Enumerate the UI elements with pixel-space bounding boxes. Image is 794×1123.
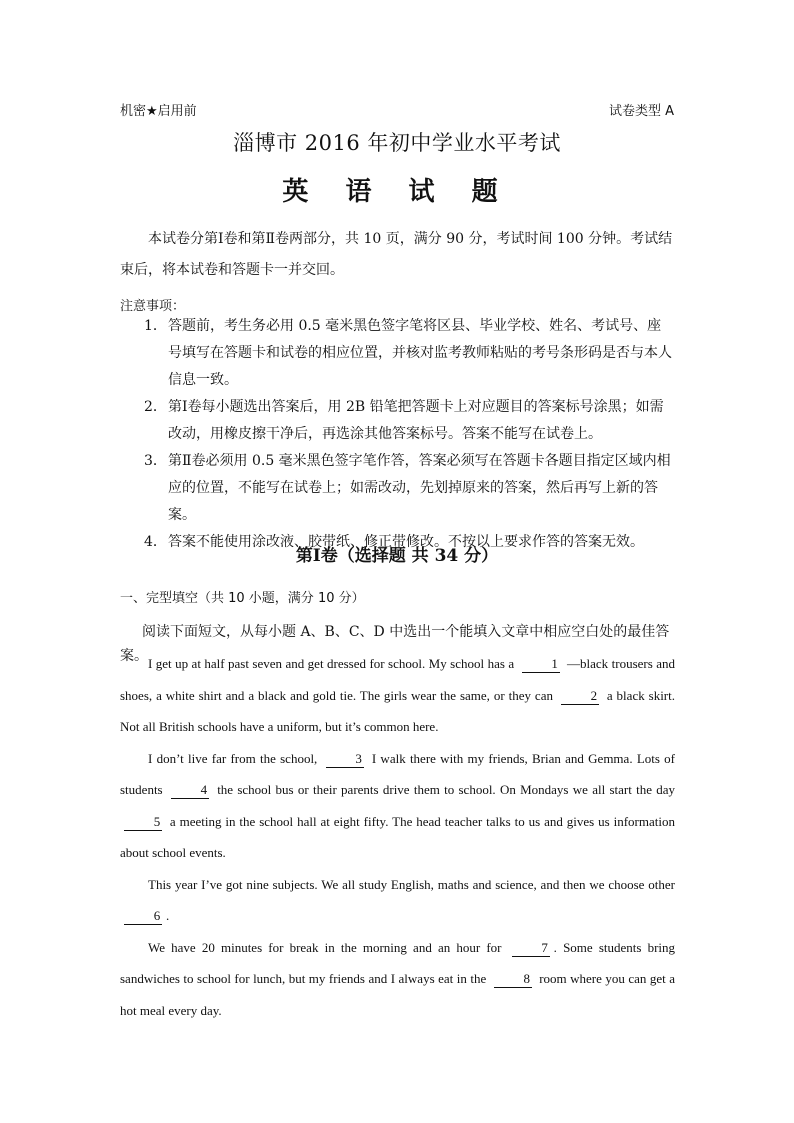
passage-text: —black trousers and shoes, a white shirt and a black and gold tie. The girls wear the same, or they can: [120, 656, 676, 703]
notice-item: [144, 313, 675, 394]
notice-text: 答案不能使用涂改液、胶带纸、修正带修改。不按以上要求作答的答案无效。: [168, 534, 644, 550]
passage-paragraph: [120, 869, 675, 932]
intro-paragraph: 本试卷分第Ⅰ卷和第Ⅱ卷两部分，共 10 页，满分 90 分，考试时间 100 分钟。考试结束后，将本试卷和答题卡一并交回。: [120, 231, 673, 278]
passage-text: I don’t live far from the school,: [148, 750, 318, 766]
passage-text: This year I’ve got nine subjects. We all study English, maths and science, and then we choose other: [148, 876, 675, 892]
part-one-title: 第Ⅰ卷（选择题 共 34 分）: [295, 546, 499, 566]
notice-number: 3．: [144, 453, 167, 469]
passage-text: a black skirt. Not all British schools have a uniform, but it’s common here.: [120, 687, 676, 734]
passage-text: .: [166, 908, 170, 923]
blank-4: 4: [171, 782, 209, 799]
cloze-instruction: 阅读下面短文，从每小题 A、B、C、D 中选出一个能填入文章中相应空白处的最佳答案。: [120, 624, 670, 664]
cloze-passage: [120, 648, 675, 1026]
subject-title: 英 语 试 题: [282, 177, 512, 207]
notice-item: [144, 394, 675, 448]
notice-number: 4．: [144, 534, 167, 550]
blank-5: 5: [124, 814, 162, 831]
blank-8: 8: [494, 971, 532, 988]
passage-text: the school bus or their parents drive them to school. On Mondays we all start the day: [217, 782, 676, 797]
passage-text: We have 20 minutes for break in the morning and an hour for: [148, 939, 502, 955]
passage-text: I get up at half past seven and get dressed for school. My school has a: [148, 656, 515, 671]
blank-3: 3: [326, 751, 364, 768]
passage-text: room where you can get a hot meal every day.: [120, 971, 676, 1018]
notice-list: [144, 313, 675, 556]
notice-title: 注意事项：: [120, 299, 186, 314]
blank-1: 1: [522, 656, 560, 673]
passage-paragraph: [120, 743, 675, 869]
blank-2: 2: [561, 688, 599, 705]
exam-title: 淄博市 2016 年初中学业水平考试: [233, 131, 561, 155]
passage-text: . Some students bring sandwiches to school for lunch, but my friends and I always eat in the: [120, 939, 676, 986]
notice-item: [144, 448, 675, 529]
section-cloze-title: 一、完型填空（共 10 小题，满分 10 分）: [120, 591, 365, 606]
blank-7: 7: [512, 940, 550, 957]
confidential-label: 机密★启用前: [120, 104, 197, 119]
notice-number: 1．: [144, 318, 167, 334]
passage-paragraph: [120, 932, 675, 1027]
passage-text: a meeting in the school hall at eight fifty. The head teacher talks to us and gives us information about school events.: [120, 813, 675, 860]
notice-text: 答题前，考生务必用 0.5 毫米黑色签字笔将区县、毕业学校、姓名、考试号、座号填写在答题卡和试卷的相应位置，并核对监考教师粘贴的考号条形码是否与本人信息一致。: [168, 318, 672, 388]
notice-text: 第Ⅰ卷每小题选出答案后，用 2B 铅笔把答题卡上对应题目的答案标号涂黑；如需改动，用橡皮擦干净后，再选涂其他答案标号。答案不能写在试卷上。: [168, 399, 664, 442]
blank-6: 6: [124, 908, 162, 925]
paper-type-label: 试卷类型 A: [608, 104, 674, 119]
passage-text: I walk there with my friends, Brian and Gemma. Lots of students: [120, 750, 676, 797]
notice-text: 第Ⅱ卷必须用 0.5 毫米黑色签字笔作答，答案必须写在答题卡各题目指定区域内相应的位置，不能写在试卷上；如需改动，先划掉原来的答案，然后再写上新的答案。: [168, 453, 671, 523]
notice-number: 2．: [144, 399, 167, 415]
passage-paragraph: [120, 648, 675, 743]
